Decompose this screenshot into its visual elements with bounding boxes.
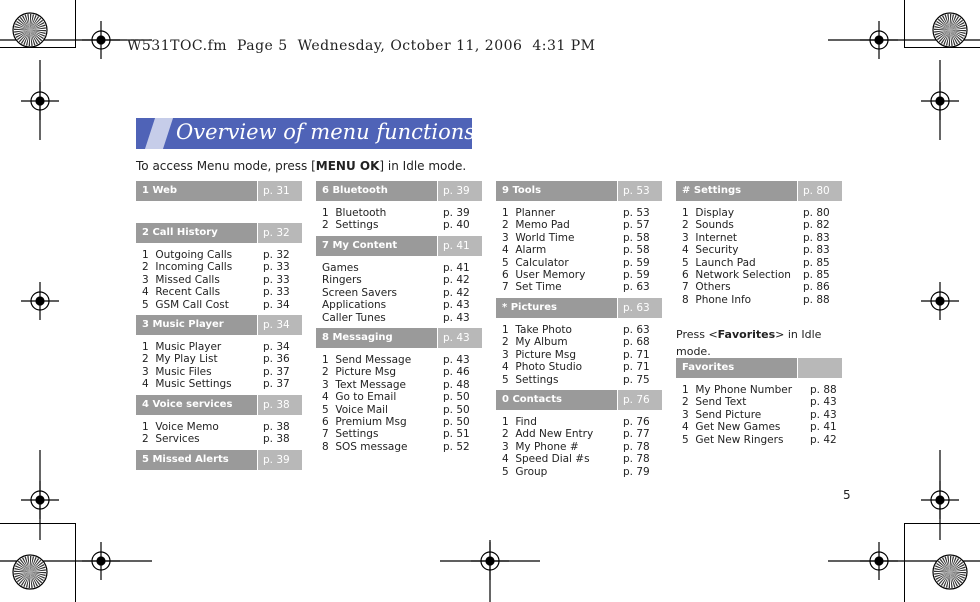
menu-section-header (676, 181, 842, 201)
menu-section-header (496, 181, 662, 201)
menu-item: 1 Bluetooth (322, 207, 387, 219)
menu-item: 4 Recent Calls (142, 286, 221, 299)
section-page (798, 358, 842, 378)
menu-item-page: p. 50 (443, 391, 470, 404)
menu-item-page: p. 58 (623, 244, 650, 257)
menu-item-page: p. 39 (443, 207, 470, 219)
menu-item-page: p. 51 (443, 428, 470, 441)
menu-item: 8 Phone Info (682, 293, 752, 306)
menu-item-page: p. 33 (263, 261, 290, 274)
section-label: 4 Voice services (136, 395, 257, 415)
menu-item-page: p. 57 (623, 219, 650, 232)
menu-item-page: p. 78 (623, 453, 650, 466)
menu-item-page: p. 36 (263, 353, 290, 366)
menu-item: 4 Security (682, 244, 739, 257)
menu-item-page: p. 86 (803, 281, 830, 294)
menu-section-header (136, 395, 302, 415)
menu-section-header (136, 223, 302, 243)
menu-item-page: p. 83 (803, 231, 830, 244)
section-page: p. 39 (438, 181, 482, 201)
menu-item: 1 Outgoing Calls (142, 249, 233, 261)
menu-item-page: p. 48 (443, 378, 470, 391)
menu-item-page: p. 43 (810, 396, 837, 409)
menu-item: 6 Premium Msg (322, 416, 407, 428)
menu-item-page: p. 68 (623, 336, 650, 349)
menu-item: Ringers (322, 274, 362, 287)
menu-item: 2 Add New Entry (502, 428, 594, 441)
menu-item: 1 Find (502, 416, 537, 428)
menu-item-page: p. 59 (623, 256, 650, 269)
menu-section-header (316, 328, 482, 348)
menu-item-page: p. 78 (623, 440, 650, 453)
menu-item-page: p. 43 (810, 408, 837, 421)
menu-item: Applications (322, 299, 387, 312)
section-page: p. 41 (438, 236, 482, 256)
menu-item: Caller Tunes (322, 311, 386, 324)
menu-item: 7 Settings (322, 428, 379, 441)
menu-item-page: p. 33 (263, 286, 290, 299)
menu-item-page: p. 88 (803, 293, 830, 306)
menu-item-page: p. 41 (810, 421, 837, 434)
menu-item-page: p. 38 (263, 421, 290, 433)
menu-item-page: p. 63 (623, 324, 650, 336)
title-banner (136, 118, 476, 149)
menu-item-page: p. 32 (263, 249, 290, 261)
menu-item-page: p. 59 (623, 269, 650, 281)
menu-item-page: p. 79 (623, 465, 650, 478)
menu-item: 1 Voice Memo (142, 421, 219, 433)
menu-item-page: p. 43 (443, 354, 470, 366)
menu-item: 3 Picture Msg (502, 348, 576, 361)
menu-item-page: p. 75 (623, 373, 650, 386)
menu-item-page: p. 58 (623, 231, 650, 244)
menu-item-page: p. 38 (263, 433, 290, 446)
menu-item: 2 Send Text (682, 396, 747, 409)
menu-item: 3 Missed Calls (142, 273, 220, 286)
menu-section-header (136, 315, 302, 335)
menu-item: 2 Services (142, 433, 200, 446)
section-page: p. 63 (618, 298, 662, 318)
menu-item-page: p. 46 (443, 366, 470, 379)
menu-section-header (136, 181, 302, 201)
section-label: 5 Missed Alerts (136, 450, 257, 470)
intro-text: To access Menu mode, press [MENU OK] in Idle mode. (136, 159, 467, 173)
menu-item: 1 Planner (502, 207, 556, 219)
menu-item: Games (322, 262, 359, 274)
menu-section-header (316, 181, 482, 201)
menu-item-page: p. 82 (803, 219, 830, 232)
menu-item-page: p. 37 (263, 378, 290, 391)
menu-item-page: p. 50 (443, 416, 470, 428)
menu-item-page: p. 50 (443, 403, 470, 416)
section-label: 1 Web (136, 181, 257, 201)
section-label: 8 Messaging (316, 328, 437, 348)
menu-item: 1 Music Player (142, 341, 222, 353)
menu-item: 6 User Memory (502, 269, 586, 281)
section-page: p. 80 (798, 181, 842, 201)
menu-item: 5 Calculator (502, 256, 569, 269)
menu-item: 3 World Time (502, 231, 575, 244)
section-label: 6 Bluetooth (316, 181, 437, 201)
section-label: * Pictures (496, 298, 617, 318)
menu-item: 1 Display (682, 207, 735, 219)
menu-item-page: p. 63 (623, 281, 650, 294)
menu-item: 5 Voice Mail (322, 403, 388, 416)
menu-item: 4 Alarm (502, 244, 547, 257)
menu-item: 2 Picture Msg (322, 366, 396, 379)
menu-item: 5 Settings (502, 373, 559, 386)
menu-item-page: p. 34 (263, 341, 290, 353)
menu-item: 4 Speed Dial #s (502, 453, 590, 466)
menu-item: 4 Music Settings (142, 378, 232, 391)
page-number: 5 (843, 488, 851, 502)
menu-section-header (676, 358, 842, 378)
menu-item-page: p. 85 (803, 256, 830, 269)
menu-item-page: p. 42 (810, 433, 837, 446)
menu-section-header (316, 236, 482, 256)
favorites-note: Press <Favorites> in Idle mode. (676, 328, 822, 358)
menu-item: 4 Go to Email (322, 391, 397, 404)
menu-item-page: p. 41 (443, 262, 470, 274)
menu-item: 8 SOS message (322, 440, 408, 453)
menu-item: 7 Others (682, 281, 731, 294)
section-page: p. 39 (258, 450, 302, 470)
section-page: p. 76 (618, 390, 662, 410)
menu-item-page: p. 42 (443, 286, 470, 299)
menu-item-page: p. 33 (263, 273, 290, 286)
menu-item-page: p. 80 (803, 207, 830, 219)
section-label: 9 Tools (496, 181, 617, 201)
section-page: p. 43 (438, 328, 482, 348)
section-label: 3 Music Player (136, 315, 257, 335)
menu-item-page: p. 71 (623, 361, 650, 374)
menu-item: Screen Savers (322, 286, 397, 299)
menu-item: 4 Photo Studio (502, 361, 583, 374)
menu-item: 4 Get New Games (682, 421, 781, 434)
title-accent (145, 118, 173, 149)
menu-item-page: p. 43 (443, 311, 470, 324)
section-label: 2 Call History (136, 223, 257, 243)
menu-item-page: p. 88 (810, 384, 837, 396)
section-label: 0 Contacts (496, 390, 617, 410)
menu-item-page: p. 40 (443, 219, 470, 232)
menu-item-page: p. 43 (443, 299, 470, 312)
menu-section-header (496, 298, 662, 318)
menu-item-page: p. 34 (263, 298, 290, 311)
menu-item: 7 Set Time (502, 281, 562, 294)
section-page: p. 34 (258, 315, 302, 335)
menu-section-header (496, 390, 662, 410)
section-page: p. 53 (618, 181, 662, 201)
menu-item-page: p. 53 (623, 207, 650, 219)
menu-item-page: p. 77 (623, 428, 650, 441)
menu-item: 2 Incoming Calls (142, 261, 233, 274)
menu-item: 5 GSM Call Cost (142, 298, 229, 311)
menu-item-page: p. 37 (263, 365, 290, 378)
section-page: p. 32 (258, 223, 302, 243)
menu-item: 3 Music Files (142, 365, 212, 378)
menu-item: 5 Launch Pad (682, 256, 756, 269)
menu-item: 2 Settings (322, 219, 379, 232)
menu-item: 6 Network Selection (682, 269, 791, 281)
menu-item: 2 My Album (502, 336, 568, 349)
section-page: p. 38 (258, 395, 302, 415)
menu-item: 1 Take Photo (502, 324, 572, 336)
page-title: Overview of menu functions (176, 120, 476, 144)
menu-item-page: p. 76 (623, 416, 650, 428)
menu-item: 3 Text Message (322, 378, 406, 391)
running-header: W531TOC.fm Page 5 Wednesday, October 11, 2006 4:31 PM (127, 38, 596, 54)
section-label: # Settings (676, 181, 797, 201)
menu-item: 2 Memo Pad (502, 219, 570, 232)
menu-item: 2 My Play List (142, 353, 218, 366)
menu-item-page: p. 52 (443, 440, 470, 453)
menu-item: 3 Send Picture (682, 408, 762, 421)
menu-item-page: p. 83 (803, 244, 830, 257)
menu-item: 1 My Phone Number (682, 384, 793, 396)
section-page: p. 31 (258, 181, 302, 201)
menu-item: 5 Get New Ringers (682, 433, 784, 446)
menu-item: 3 My Phone # (502, 440, 579, 453)
menu-item-page: p. 42 (443, 274, 470, 287)
menu-item: 3 Internet (682, 231, 738, 244)
menu-item: 1 Send Message (322, 354, 412, 366)
menu-section-header (136, 450, 302, 470)
menu-item: 2 Sounds (682, 219, 734, 232)
section-label: 7 My Content (316, 236, 437, 256)
menu-item-page: p. 85 (803, 269, 830, 281)
menu-item: 5 Group (502, 465, 548, 478)
menu-item-page: p. 71 (623, 348, 650, 361)
section-label: Favorites (676, 358, 797, 378)
